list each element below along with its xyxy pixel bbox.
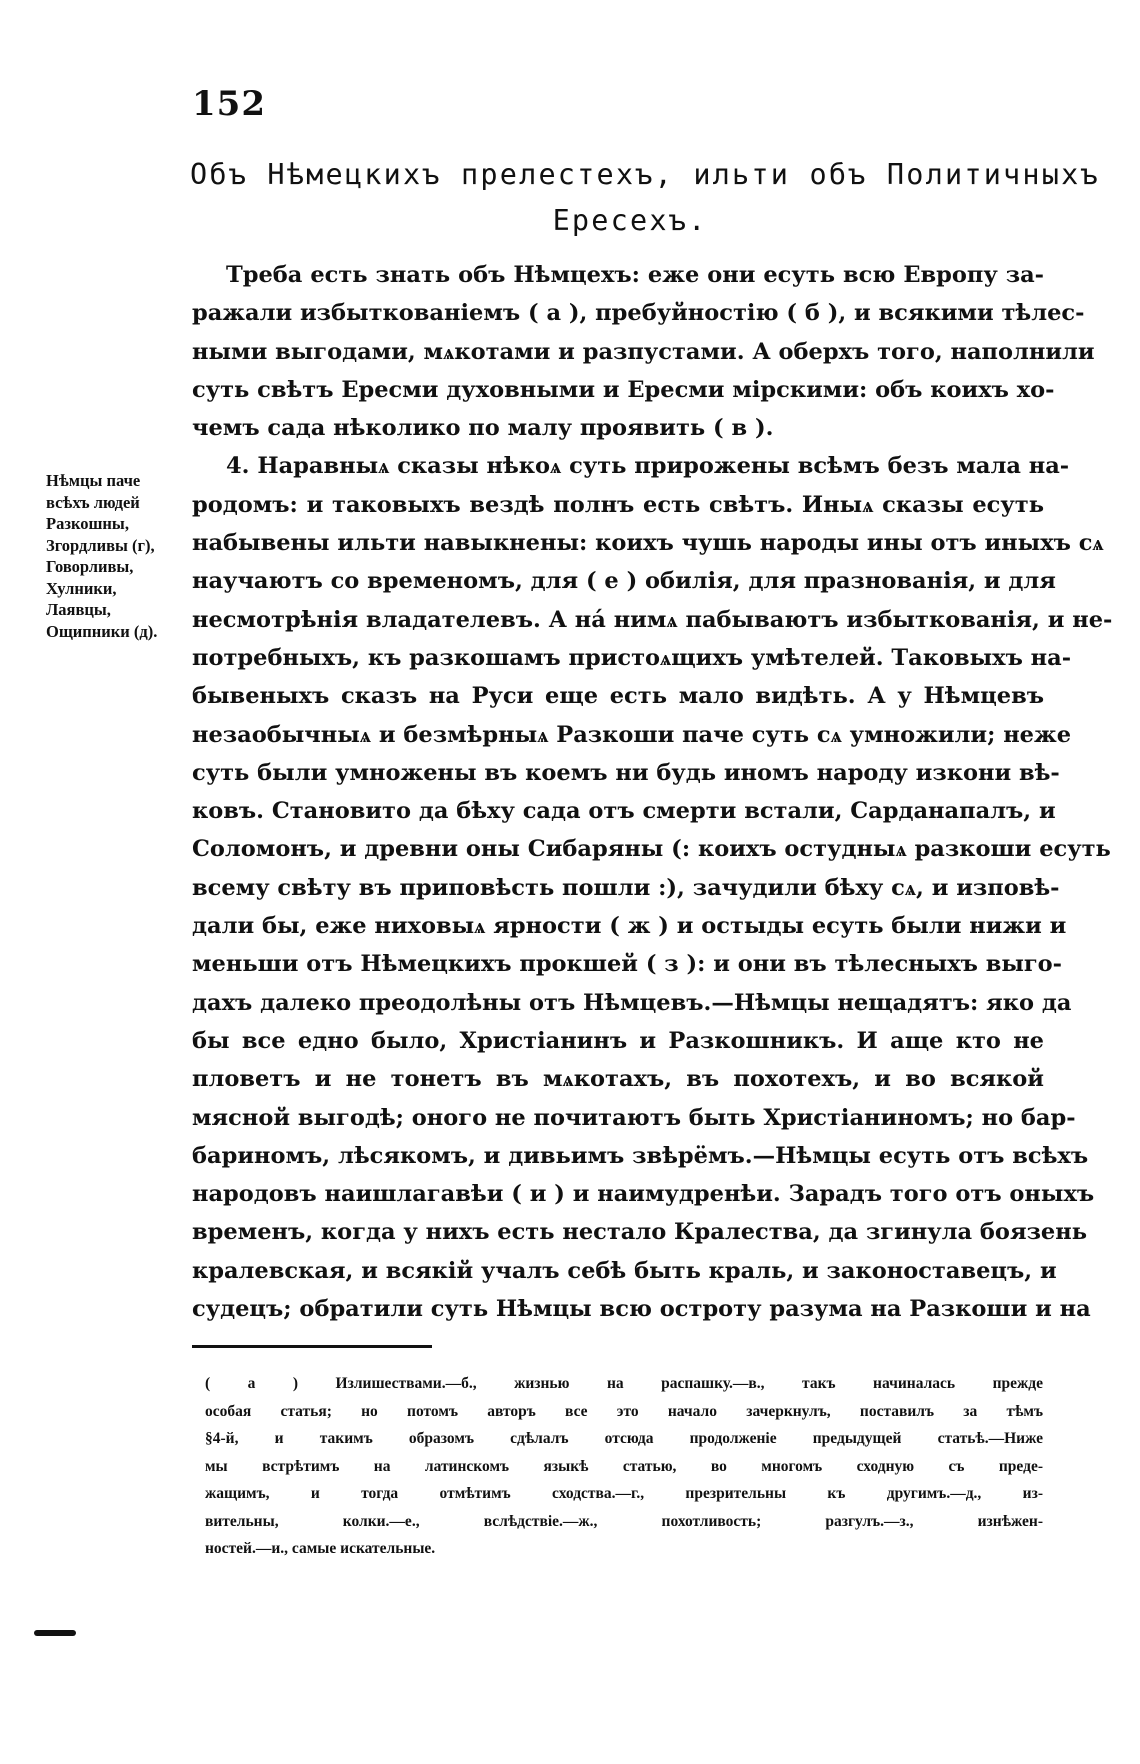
footnote-line: вительны, колки.—е., вслѣдствіе.—ж., похотливость; разгулъ.—з., изнѣжен- [205, 1512, 1043, 1530]
page-number: 152 [192, 84, 266, 124]
body-line: кралевская, и всякій учалъ себѣ быть краль, и законоставецъ, и [192, 1257, 1057, 1284]
body-line: незаобычныѧ и безмѣрныѧ Разкоши паче суть сѧ умножили; неже [192, 721, 1072, 748]
body-line: Соломонъ, и древни оны Сибаряны (: коихъ остудныѧ разкоши есуть [192, 836, 1111, 863]
margin-note-line: Хулники, [46, 578, 117, 598]
body-line: суть были умножены въ коемъ ни будь иномъ народу изкони вѣ- [192, 759, 1060, 786]
footnote-rule [192, 1345, 432, 1348]
section-heading-line: Ересехъ. [552, 204, 708, 237]
margin-note-line: Разкошны, [46, 514, 129, 533]
body-line: мясной выгодѣ; оного не почитаютъ быть Христіаниномъ; но бар- [192, 1104, 1076, 1131]
body-line: бариномъ, лѣсякомъ, и дивьимъ звѣрёмъ.—Нѣмцы есуть отъ всѣхъ [192, 1142, 1089, 1169]
body-line: потребныхъ, къ разкошамъ пристоѧщихъ умѣтелей. Таковыхъ на- [192, 644, 1072, 671]
footnote-line: §4-й, и такимъ образомъ сдѣлалъ отсюда продолженіе предыдущей статьѣ.—Ниже [205, 1430, 1043, 1447]
footnote-line: особая статья; но потомъ авторъ все это начало зачеркнулъ, поставилъ за тѣмъ [205, 1402, 1043, 1420]
body-line: меньши отъ Нѣмецкихъ прокшей ( з ): и они въ тѣлесныхъ выго- [192, 951, 1063, 978]
section-heading [190, 152, 1100, 244]
body-line: суть свѣтъ Ересми духовными и Ересми мірскими: объ коихъ хо- [192, 376, 1055, 403]
body-line: временъ, когда у нихъ есть нестало Кралества, да згинула боязень [192, 1219, 1087, 1246]
margin-note-line: Згордливы (г), [46, 535, 155, 555]
margin-note-line: Говорливы, [46, 557, 134, 576]
footnote-line: ( а ) Излишествами.—б., жизнью на распашку.—в., такъ начиналась прежде [205, 1375, 1043, 1392]
margin-note-line: Лаявцы, [46, 600, 111, 619]
body-line: народовъ наишлагавѣи ( и ) и наимудренѣи. Зарадъ того отъ оныхъ [192, 1181, 1095, 1208]
body-line: ными выгодами, мѧкотами и разпустами. А оберхъ того, наполнили [192, 338, 1095, 365]
footnotes [205, 1370, 1043, 1563]
body-line: набывены ильти навыкнены: коихъ чушь народы ины отъ иныхъ сѧ [192, 530, 1104, 557]
footnote-line: жащимъ, и тогда отмѣтимъ сходства.—г., презрительны къ другимъ.—д., из- [205, 1485, 1043, 1502]
body-line: научаютъ со временомъ, для ( е ) обилія, для празнованія, и для [192, 568, 1056, 595]
body-line: всему свѣту въ приповѣсть пошли :), зачудили бѣху сѧ, и изповѣ- [192, 874, 1060, 901]
body-line: судецъ; обратили суть Нѣмцы всю остроту разума на Разкоши и на [192, 1296, 1091, 1323]
body-line: дахъ далеко преодолѣны отъ Нѣмцевъ.—Нѣмцы нещадятъ: яко да [192, 989, 1072, 1016]
section-heading-line: Объ Нѣмецкихъ прелестехъ, ильти объ Политичныхъ [190, 158, 1100, 191]
body-line: родомъ: и таковыхъ вездѣ полнъ есть свѣтъ. Иныѧ сказы есуть [192, 491, 1044, 518]
margin-note-line: Ощипники (д). [46, 621, 158, 641]
body-line: ражали избыткованіемъ ( а ), пребуйностію ( б ), и всякими тѣлес- [192, 300, 1085, 327]
body-line: дали бы, еже ниховыѧ ярности ( ж ) и остыды есуть были нижи и [192, 913, 1067, 940]
ink-blot [34, 1630, 76, 1636]
body-line: несмотрѣнія владателевъ. А на́ нимѧ пабываютъ избыткованія, и не- [192, 606, 1113, 633]
footnote-line: ностей.—и., самые искательные. [205, 1540, 436, 1557]
footnote-line: мы встрѣтимъ на латинскомъ языкѣ статью, во многомъ сходную съ преде- [205, 1457, 1043, 1475]
body-line: 4. Наравныѧ сказы нѣкоѧ суть прирожены всѣмъ безъ мала на- [226, 453, 1070, 480]
body-line: Треба есть знать объ Нѣмцехъ: еже они есуть всю Европу за- [226, 262, 1044, 288]
body-line: чемъ сада нѣколико по малу проявить ( в ). [192, 415, 774, 442]
body-line: пловетъ и не тонетъ въ мѧкотахъ, въ похотехъ, и во всякой [192, 1066, 1044, 1093]
margin-note-line: Нѣмцы паче [46, 471, 141, 490]
body-line: бывеныхъ сказъ на Руси еще есть мало видѣть. А у Нѣмцевъ [192, 683, 1044, 710]
body-line: ковъ. Становито да бѣху сада отъ смерти встали, Сарданапалъ, и [192, 798, 1056, 825]
body-line: бы все едно было, Христіанинъ и Разкошникъ. И аще кто не [192, 1027, 1044, 1054]
margin-note [46, 470, 196, 642]
margin-note-line: всѣхъ людей [46, 492, 140, 512]
body-text [192, 256, 1113, 1328]
